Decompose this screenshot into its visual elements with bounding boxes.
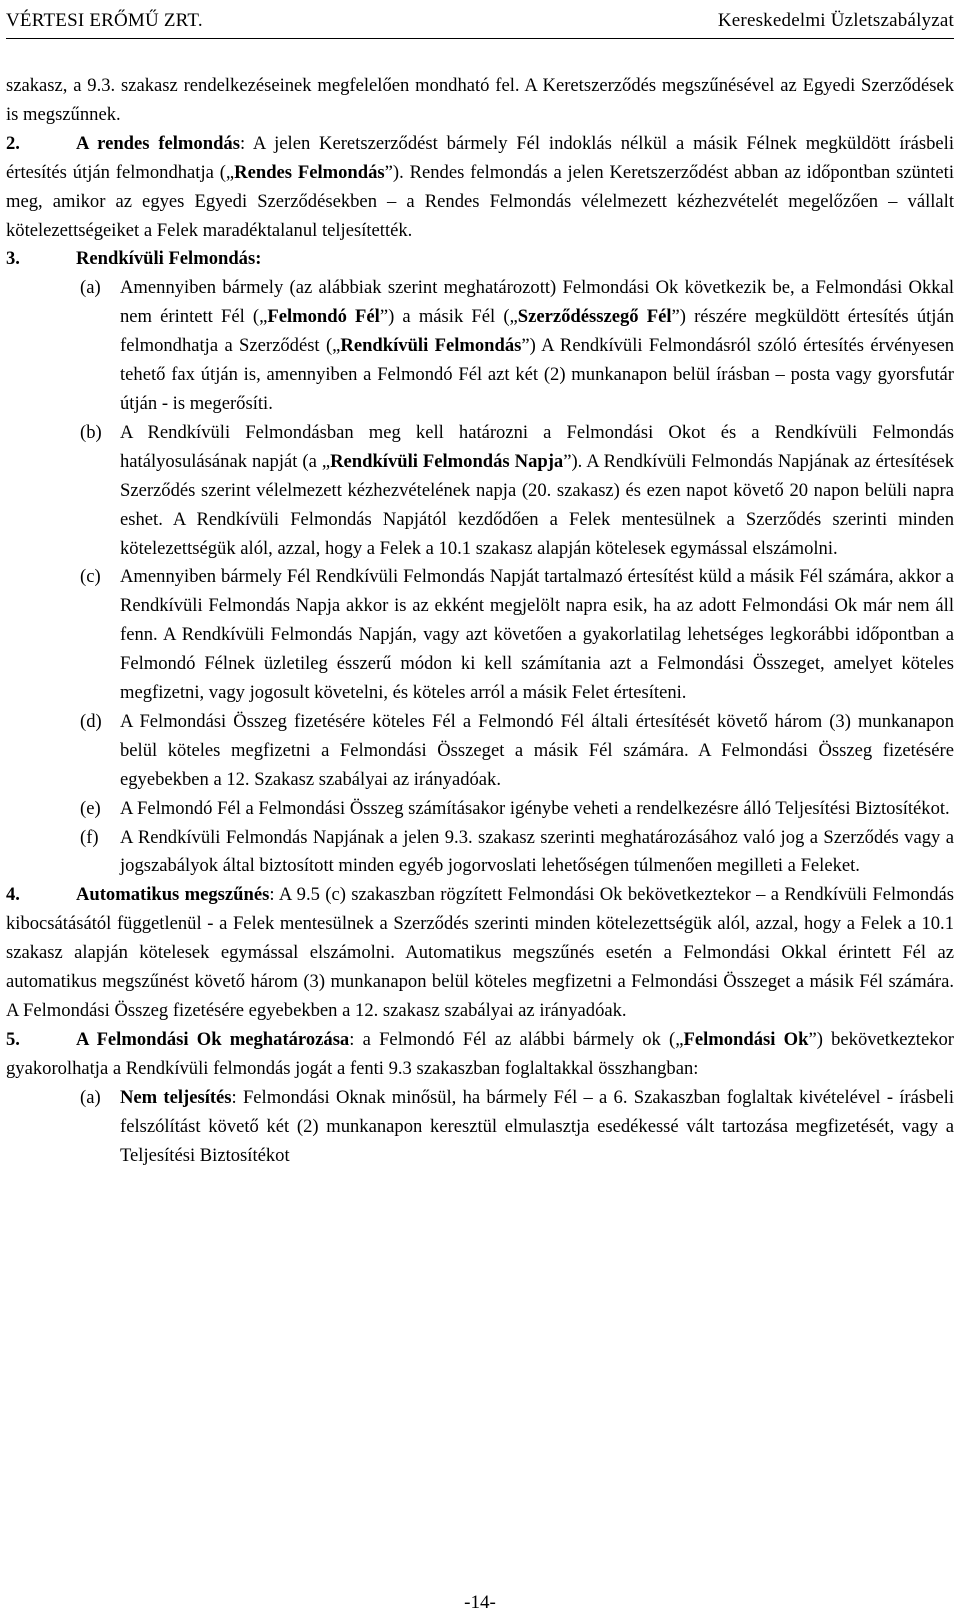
section-2-title: A rendes felmondás — [75, 132, 240, 154]
section-4 — [6, 881, 954, 1026]
section-4-title: Automatikus megszűnés — [75, 884, 270, 906]
section-3-item-d — [6, 708, 954, 795]
company-name: VÉRTESI ERŐMŰ ZRT. — [6, 10, 203, 31]
section-2-number: 2. — [6, 132, 20, 154]
item-label: (a) — [80, 277, 101, 299]
section-3-item-f — [6, 824, 954, 882]
item-label: (f) — [80, 826, 99, 848]
item-label: (d) — [80, 710, 102, 732]
item-text: Nem teljesítés: Felmondási Oknak minősül, ha bármely Fél – a 6. Szakaszban foglaltak kivételével - írásbeli felszólítást követő két (2) munkanapon keresztül elmulasztja esedékessé vált tartozása megfizetését, vagy a Teljesítési Biztosítékot — [120, 1086, 954, 1166]
section-5-title: A Felmondási Ok meghatározása — [75, 1028, 350, 1050]
section-3-number: 3. — [6, 248, 20, 270]
document-title: Kereskedelmi Üzletszabályzat — [717, 10, 954, 31]
section-3-title: Rendkívüli Felmondás: — [75, 248, 262, 270]
item-label: (a) — [80, 1086, 101, 1108]
section-5-text-cont: ”) bekövetkeztekor gyakorolhatja a Rendkívüli felmondás jogát a fenti 9.3 szakaszban foglaltakkal összhangban: — [6, 1028, 954, 1079]
item-text: Amennyiben bármely (az alábbiak szerint meghatározott) Felmondási Ok következik be, a Felmondási Okkal nem érintett Fél („Felmondó Fél”) a másik Fél („Szerződésszegő Fél”) részére megküldött értesítés útján felmondhatja a Szerződést („Rendkívüli Felmondás”) A Rendkívüli Felmondásról szóló értesítés érvényesen tehető fax útján is, amennyiben a Felmondó Fél azt két (2) munkanapon belül írásban – posta vagy gyorsfutár útján - is megerősíti. — [120, 277, 955, 414]
page-header — [6, 4, 954, 39]
section-2-term: Rendes Felmondás — [234, 161, 385, 183]
section-3-item-b — [6, 419, 954, 564]
item-label: (e) — [80, 797, 101, 819]
item-text: A Rendkívüli Felmondásban meg kell határozni a Felmondási Okot és a Rendkívüli Felmondás hatályosulásának napját (a „Rendkívüli Felmondás Napja”). A Rendkívüli Felmondás Napjának az értesítések Szerződés szerint vélelmezett kézhezvételének napja (20. szakasz) és ezen napot követő 20 napon belüli napra eshet. A Rendkívüli Felmondás Napjától kezdődően a Felek mentesülnek a Szerződés szerinti minden kötelezettségük alól, azzal, hogy a Felek a 10.1 szakasz alapján kötelesek egymással elszámolni. — [120, 421, 954, 559]
section-5 — [6, 1026, 954, 1084]
section-2-text: : A jelen Keretszerződést bármely Fél indoklás nélkül a másik Félnek megküldött írásbeli értesítés útján felmondhatja („ — [6, 132, 954, 183]
section-3-item-a — [6, 274, 954, 419]
item-text: Amennyiben bármely Fél Rendkívüli Felmondás Napját tartalmazó értesítést küld a másik Fél számára, akkor a Rendkívüli Felmondás Napja akkor is az ekként megjelölt napra esik, ha az adott Felmondási Ok már nem áll fenn. A Rendkívüli Felmondás Napján, vagy azt követően a gyakorlatilag lehetséges legkorábbi időpontban a Felmondó Félnek üzletileg ésszerű módon ki kell számítania azt a Felmondási Összeget, amelyet köteles megfizetni, vagy jogosult követelni, és köteles arról a másik Felet értesíteni. — [120, 566, 954, 704]
section-4-number: 4. — [6, 884, 20, 906]
item-text: A Felmondási Összeg fizetésére köteles Fél a Felmondó Fél általi értesítését követő három (3) munkanapon belül köteles megfizetni a Felmondási Összeget a másik Fél számára. A Felmondási Összeg fizetésére egyebekben a 12. Szakasz szabályai az irányadóak. — [120, 710, 954, 790]
section-2-text-cont: ”). Rendes felmondás a jelen Keretszerződést abban az időpontban szünteti meg, amikor az egyes Egyedi Szerződésekben – a Rendes Felmondás vélelmezett kézhezvételét megelőzően – vállalt kötelezettségeiket a Felek maradéktalanul teljesítették. — [6, 161, 954, 241]
section-5-item-a — [6, 1084, 954, 1171]
document-body — [6, 72, 954, 1170]
section-2 — [6, 130, 954, 246]
section-5-text: : a Felmondó Fél az alábbi bármely ok („ — [349, 1028, 684, 1050]
item-text: A Rendkívüli Felmondás Napjának a jelen 9.3. szakasz szerinti meghatározásához való jog a Szerződés vagy a jogszabályok által biztosított minden egyéb jogorvoslati lehetőségen túlmenően megilleti a Feleket. — [120, 826, 954, 877]
section-3-item-c — [6, 563, 954, 708]
item-text: A Felmondó Fél a Felmondási Összeg számításakor igénybe veheti a rendelkezésre álló Teljesítési Biztosítékot. — [120, 797, 950, 819]
section-5-term: Felmondási Ok — [683, 1028, 809, 1050]
intro-paragraph: szakasz, a 9.3. szakasz rendelkezéseinek megfelelően mondható fel. A Keretszerződés megszűnésével az Egyedi Szerződések is megszűnnek. — [6, 75, 954, 125]
section-5-number: 5. — [6, 1028, 20, 1050]
item-label: (b) — [80, 421, 102, 443]
page-number: -14- — [464, 1592, 496, 1613]
item-label: (c) — [80, 566, 101, 588]
section-3-heading — [6, 245, 954, 274]
section-4-text: : A 9.5 (c) szakaszban rögzített Felmondási Ok bekövetkeztekor – a Rendkívüli Felmondás kibocsátásától függetlenül - a Felek mentesülnek a Szerződés szerinti minden kötelezettségük alól, azzal, hogy a Felek a 10.1 szakasz alapján kötelesek egymással elszámolni. Automatikus megszűnés esetén a Felmondási Okkal érintett Fél az automatikus megszűnést követő három (3) munkanapon belül köteles megfizetni a Felmondási Összeget a másik Fél számára. A Felmondási Összeg fizetésére egyebekben a 12. szakasz szabályai az irányadóak. — [6, 884, 955, 1021]
section-3-item-e — [6, 795, 954, 824]
